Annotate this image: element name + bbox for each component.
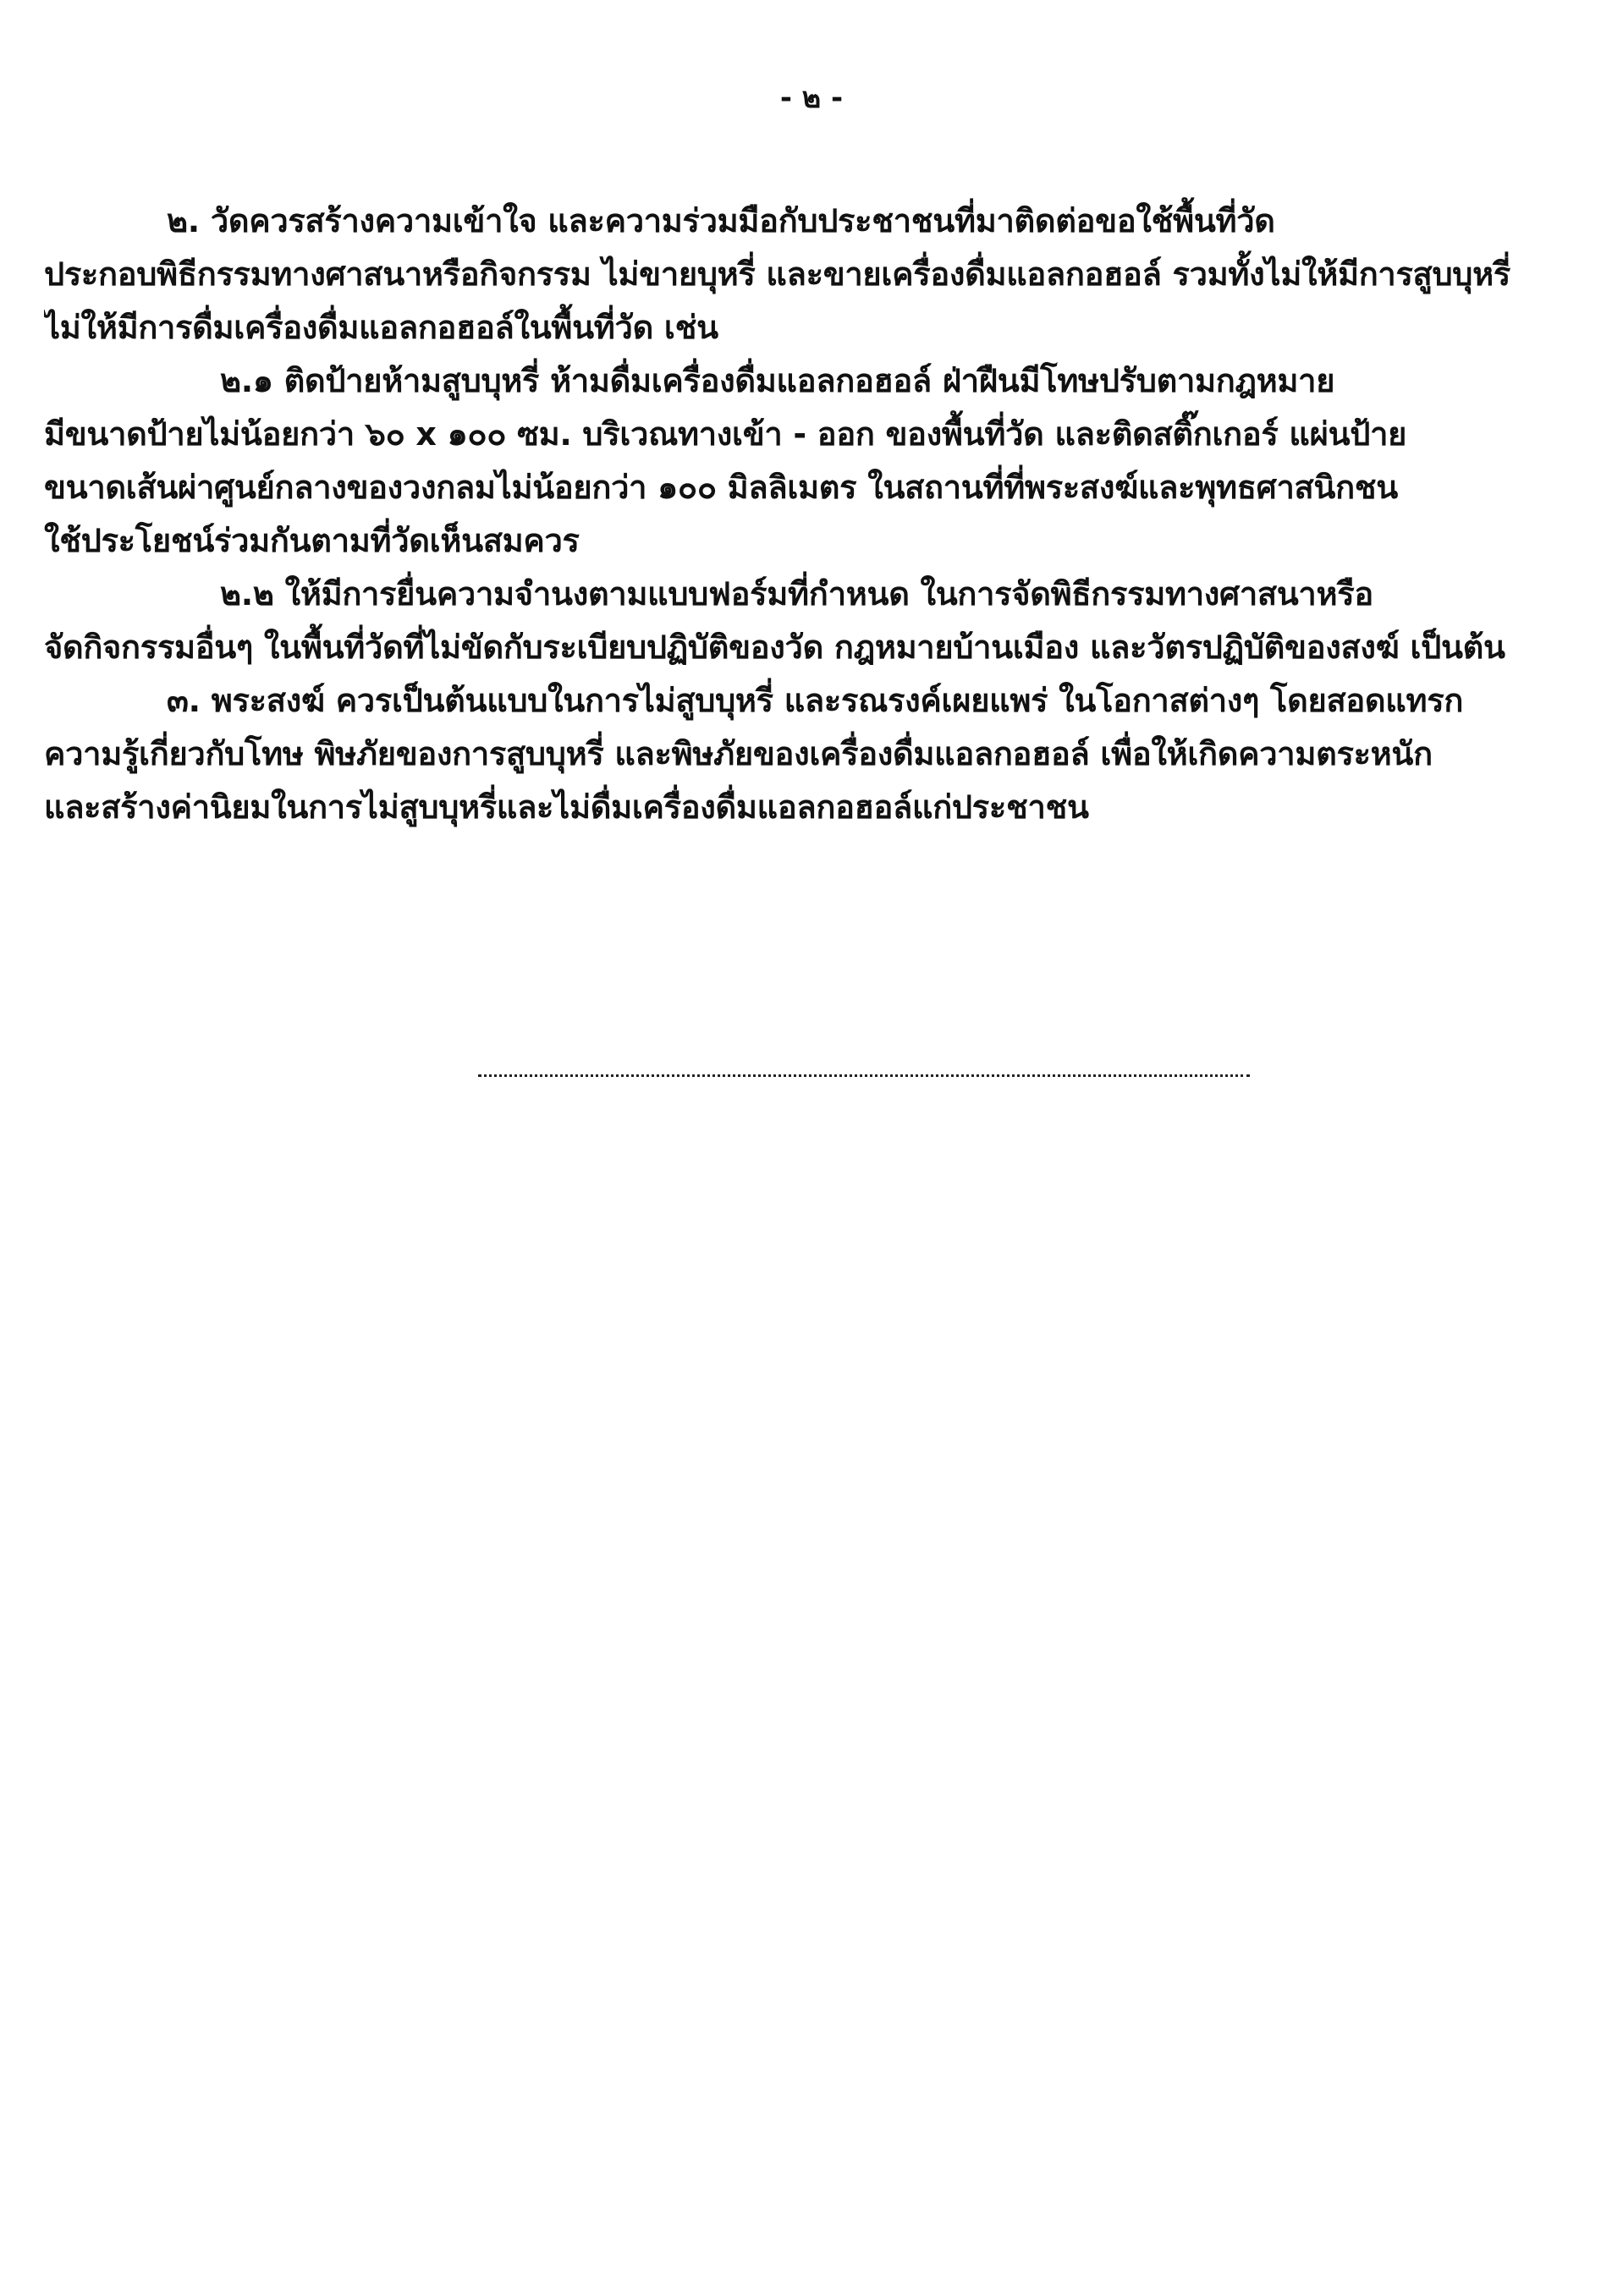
text-line: ๒. วัดควรสร้างความเข้าใจ และความร่วมมือกับประชาชนที่มาติดต่อขอใช้พื้นที่วัด (167, 202, 1275, 239)
text-line: ขนาดเส้นผ่าศูนย์กลางของวงกลมไม่น้อยกว่า ๑๐๐ มิลลิเมตร ในสถานที่ที่พระสงฆ์และพุทธศาสนิกชน (44, 469, 1398, 506)
text-line: ๒.๒ ให้มีการยื่นความจำนงตามแบบฟอร์มที่กำหนด ในการจัดพิธีกรรมทางศาสนาหรือ (220, 575, 1373, 612)
text-line: ประกอบพิธีกรรมทางศาสนาหรือกิจกรรม ไม่ขายบุหรี่ และขายเครื่องดื่มแอลกอฮอล์ รวมทั้งไม่ให้มีการสูบบุหรี่ (44, 255, 1510, 293)
paragraph-2-2 (44, 568, 1584, 674)
text-line: และสร้างค่านิยมในการไม่สูบบุหรี่และไม่ดื่มเครื่องดื่มแอลกอฮอล์แก่ประชาชน (44, 788, 1089, 826)
end-of-document-divider (478, 1074, 1250, 1077)
text-line: ๓. พระสงฆ์ ควรเป็นต้นแบบในการไม่สูบบุหรี่ และรณรงค์เผยแพร่ ในโอกาสต่างๆ โดยสอดแทรก (167, 682, 1464, 719)
text-line: ใช้ประโยชน์ร่วมกันตามที่วัดเห็นสมควร (44, 522, 580, 559)
paragraph-2-1 (44, 354, 1584, 568)
text-line: ๒.๑ ติดป้ายห้ามสูบบุหรี่ ห้ามดื่มเครื่องดื่มแอลกอฮอล์ ฝ่าฝืนมีโทษปรับตามกฎหมาย (220, 362, 1335, 399)
document-body (44, 195, 1584, 834)
text-line: ไม่ให้มีการดื่มเครื่องดื่มแอลกอฮอล์ในพื้นที่วัด เช่น (44, 309, 718, 346)
paragraph-2 (44, 195, 1584, 354)
text-line: จัดกิจกรรมอื่นๆ ในพื้นที่วัดที่ไม่ขัดกับระเบียบปฏิบัติของวัด กฎหมายบ้านเมือง และวัตรปฏิบัติของสงฆ์ เป็นต้น (44, 629, 1505, 666)
paragraph-3 (44, 674, 1584, 834)
text-line: มีขนาดป้ายไม่น้อยกว่า ๖๐ x ๑๐๐ ซม. บริเวณทางเข้า - ออก ของพื้นที่วัด และติดสติ๊กเกอร์ แผ่นป้าย (44, 415, 1407, 453)
text-line: ความรู้เกี่ยวกับโทษ พิษภัยของการสูบบุหรี่ และพิษภัยของเครื่องดื่มแอลกอฮอล์ เพื่อให้เกิดความตระหนัก (44, 735, 1433, 772)
page-number: - ๒ - (779, 81, 844, 115)
